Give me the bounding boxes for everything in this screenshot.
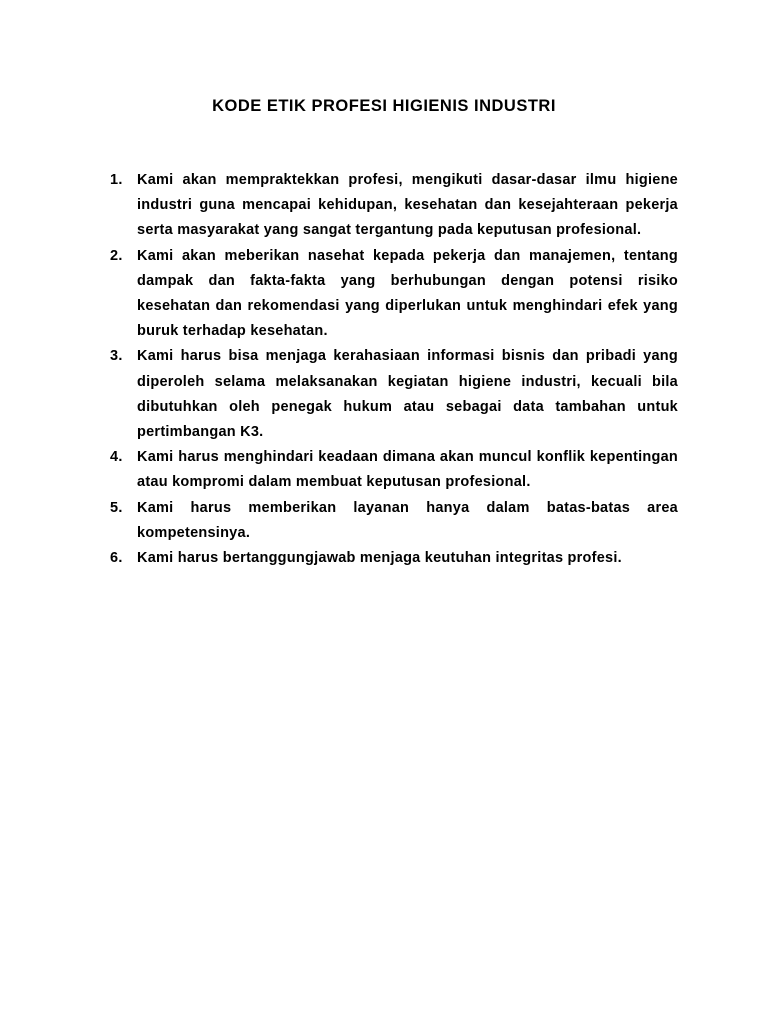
list-item-text: Kami harus bertanggungjawab menjaga keutuhan integritas profesi. (137, 550, 622, 567)
list-item-text: Kami akan meberikan nasehat kepada pekerja dan manajemen, tentang dampak dan fakta-fakta yang berhubungan dengan potensi risiko kesehatan dan rekomendasi yang diperlukan untuk menghindari efek yang buruk terhadap kesehatan. (137, 247, 678, 340)
list-item-number: 4. (110, 449, 123, 466)
list-item (110, 445, 678, 495)
list-item-text: Kami harus memberikan layanan hanya dalam batas-batas area kompetensinya. (137, 499, 678, 541)
list-item-number: 2. (110, 247, 123, 264)
list-item-number: 1. (110, 172, 123, 188)
list-item-number: 3. (110, 348, 123, 365)
list-item (110, 496, 678, 546)
document-title: KODE ETIK PROFESI HIGIENIS INDUSTRI (212, 97, 556, 115)
code-of-ethics-list (110, 168, 678, 571)
list-item (110, 344, 678, 445)
list-item-text: Kami harus menghindari keadaan dimana akan muncul konflik kepentingan atau kompromi dalam membuat keputusan profesional. (137, 449, 678, 491)
list-item-text: Kami harus bisa menjaga kerahasiaan informasi bisnis dan pribadi yang diperoleh selama melaksanakan kegiatan higiene industri, kecuali bila dibutuhkan oleh penegak hukum atau sebagai data tambahan untuk pertimbangan K3. (137, 348, 678, 441)
list-item-number: 5. (110, 499, 123, 516)
list-item (110, 244, 678, 345)
list-item-number: 6. (110, 550, 123, 567)
list-item (110, 546, 678, 571)
list-item-text: Kami akan mempraktekkan profesi, mengikuti dasar-dasar ilmu higiene industri guna mencapai kehidupan, kesehatan dan kesejahteraan pekerja serta masyarakat yang sangat tergantung pada keputusan profesional. (137, 172, 678, 239)
list-item (110, 168, 678, 244)
